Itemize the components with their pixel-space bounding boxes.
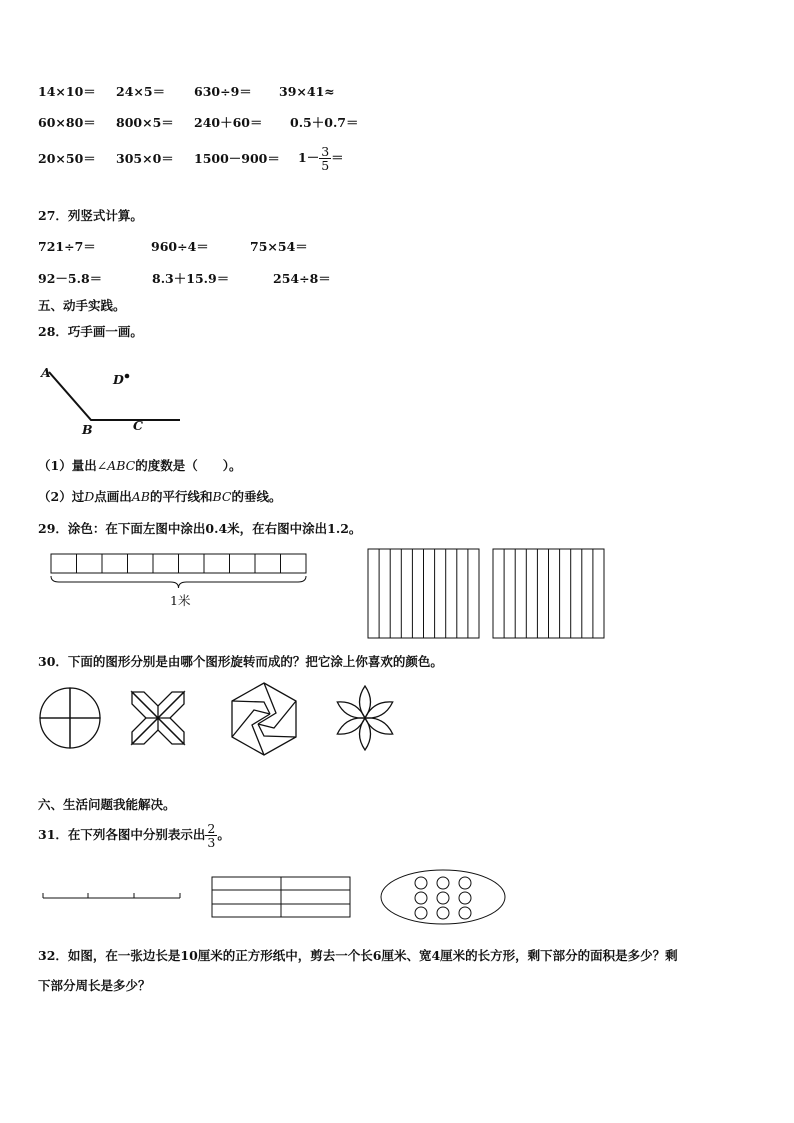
q27-title: 27．列竖式计算。 [38, 208, 143, 223]
ruler-label: 1米 [170, 593, 191, 608]
calc-item: 14×10＝ [38, 84, 96, 99]
q32-line2: 下部分周长是多少？ [38, 978, 151, 993]
q30-title: 30．下面的图形分别是由哪个图形旋转而成的？把它涂上你喜欢的颜色。 [38, 654, 443, 669]
segment-line-figure [43, 893, 180, 898]
fraction-denominator: 3 [207, 835, 216, 850]
calc-item: 800×5＝ [116, 115, 174, 130]
section-heading: 五、动手实践。 [38, 298, 126, 313]
q28-title: 28．巧手画一画。 [38, 324, 143, 339]
text: 。 [217, 827, 230, 842]
fraction-denominator: 5 [321, 158, 330, 173]
text: 的平行线和 [149, 489, 213, 504]
oval-circles-figure [381, 870, 505, 924]
text: 31．在下列各图中分别表示出 [38, 827, 206, 842]
calc-item: 60×80＝ [38, 115, 96, 130]
calc-item: 960÷4＝ [151, 239, 209, 254]
point-label: D [84, 489, 95, 504]
calc-item: 630÷9＝ [194, 84, 252, 99]
calc-item: 305×0＝ [116, 151, 174, 166]
calc-item: 254÷8＝ [273, 271, 331, 286]
calc-item: 75×54＝ [250, 239, 308, 254]
fraction-suffix: ＝ [331, 150, 344, 165]
calc-item: 92－5.8＝ [38, 271, 103, 286]
calc-item: 24×5＝ [116, 84, 166, 99]
text: 点画出 [94, 489, 132, 504]
calc-item: 721÷7＝ [38, 239, 96, 254]
angle-symbol: ∠ABC [96, 458, 136, 473]
segment-label: BC [212, 489, 232, 504]
text: （1）量出 [38, 458, 97, 473]
fraction-numerator: 3 [321, 144, 330, 159]
rectangle-grid-figure [212, 877, 350, 917]
label-b: B [82, 422, 93, 437]
calc-item: 1500－900＝ [194, 151, 280, 166]
calc-item: 0.5＋0.7＝ [290, 115, 359, 130]
calc-item: 8.3＋15.9＝ [152, 271, 230, 286]
calc-item: 20×50＝ [38, 151, 96, 166]
segment-label: AB [131, 489, 150, 504]
calc-item: 39×41≈ [279, 84, 335, 99]
fraction-prefix: 1－ [298, 150, 320, 165]
calc-item: 240＋60＝ [194, 115, 263, 130]
text: 的度数是（ ）。 [135, 458, 242, 473]
section-heading: 六、生活问题我能解决。 [38, 797, 176, 812]
label-c: C [133, 418, 143, 433]
text: （2）过 [38, 489, 85, 504]
text: 的垂线。 [231, 489, 282, 504]
q32-line1: 32．如图，在一张边长是10厘米的正方形纸中，剪去一个长6厘米、宽4厘米的长方形，剩下部分的面积是多少？剩 [38, 948, 678, 963]
fraction-numerator: 2 [207, 821, 216, 836]
label-d: D [113, 372, 124, 387]
label-a: A [41, 365, 51, 380]
q29-title: 29．涂色：在下面左图中涂出0.4米，在右图中涂出1.2。 [38, 521, 362, 536]
